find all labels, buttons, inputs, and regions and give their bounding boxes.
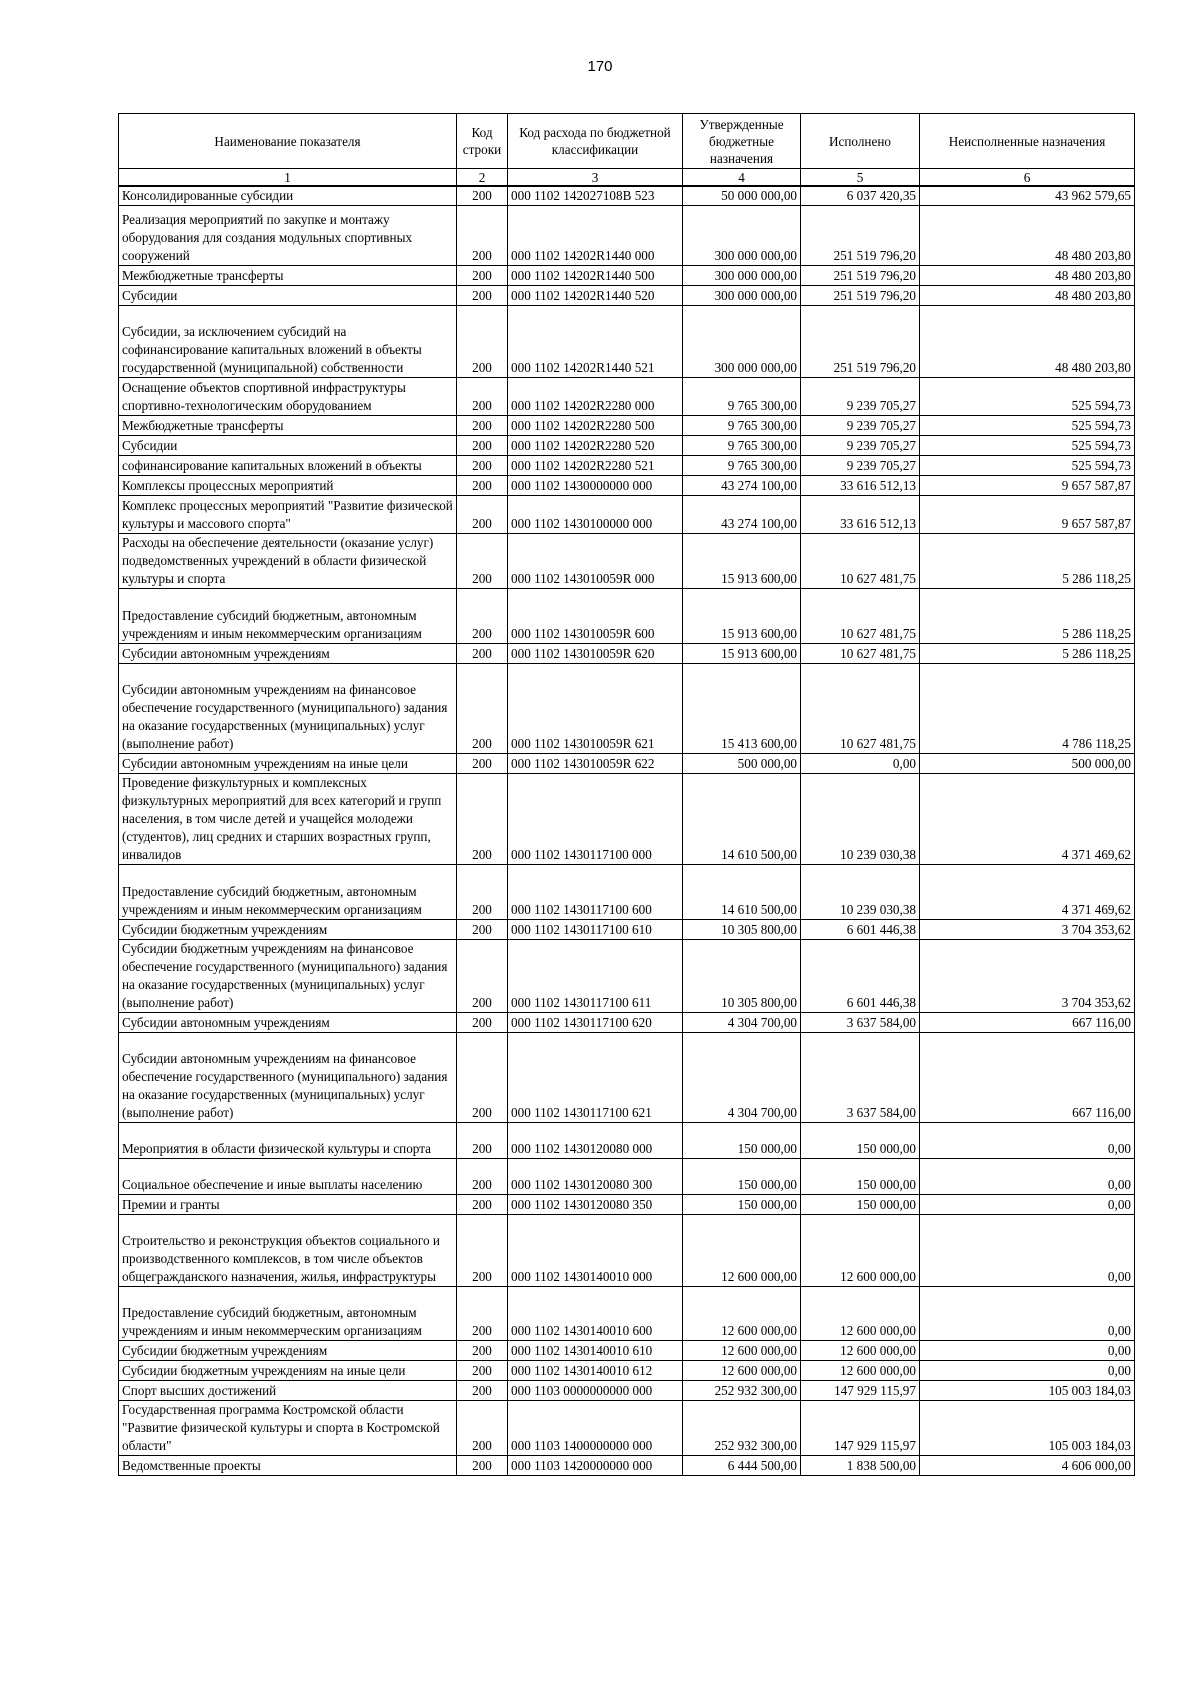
row-line-code: 200 <box>457 534 508 589</box>
row-expense-code: 000 1102 1430140010 610 <box>508 1341 683 1361</box>
row-executed-amount: 3 637 584,00 <box>801 1013 920 1033</box>
row-name: Предоставление субсидий бюджетным, автономным учреждениям и иным некоммерческим организациям <box>119 865 457 920</box>
row-unexecuted-amount: 4 371 469,62 <box>920 774 1135 865</box>
table-row <box>119 1287 1135 1341</box>
row-line-code: 200 <box>457 1401 508 1456</box>
row-name: Предоставление субсидий бюджетным, автономным учреждениям и иным некоммерческим организациям <box>119 589 457 644</box>
row-approved-amount: 150 000,00 <box>683 1159 801 1195</box>
row-expense-code: 000 1102 1430117100 621 <box>508 1033 683 1123</box>
row-approved-amount: 300 000 000,00 <box>683 306 801 378</box>
table-row <box>119 1195 1135 1215</box>
row-executed-amount: 12 600 000,00 <box>801 1341 920 1361</box>
row-name: Субсидии бюджетным учреждениям <box>119 920 457 940</box>
row-expense-code: 000 1102 14202R2280 000 <box>508 378 683 416</box>
row-line-code: 200 <box>457 1456 508 1476</box>
row-name: Реализация мероприятий по закупке и монтажу оборудования для создания модульных спортивных сооружений <box>119 206 457 266</box>
row-approved-amount: 50 000 000,00 <box>683 186 801 206</box>
row-line-code: 200 <box>457 1341 508 1361</box>
row-unexecuted-amount: 0,00 <box>920 1361 1135 1381</box>
row-executed-amount: 251 519 796,20 <box>801 286 920 306</box>
row-executed-amount: 0,00 <box>801 754 920 774</box>
row-name: Премии и гранты <box>119 1195 457 1215</box>
row-line-code: 200 <box>457 865 508 920</box>
row-line-code: 200 <box>457 1287 508 1341</box>
table-row <box>119 1215 1135 1287</box>
row-name: Субсидии автономным учреждениям <box>119 1013 457 1033</box>
row-executed-amount: 10 627 481,75 <box>801 644 920 664</box>
row-line-code: 200 <box>457 456 508 476</box>
row-name: Субсидии автономным учреждениям <box>119 644 457 664</box>
row-name: софинансирование капитальных вложений в объекты <box>119 456 457 476</box>
row-unexecuted-amount: 9 657 587,87 <box>920 476 1135 496</box>
row-unexecuted-amount: 105 003 184,03 <box>920 1381 1135 1401</box>
row-line-code: 200 <box>457 286 508 306</box>
row-executed-amount: 147 929 115,97 <box>801 1381 920 1401</box>
row-unexecuted-amount: 48 480 203,80 <box>920 266 1135 286</box>
row-unexecuted-amount: 667 116,00 <box>920 1013 1135 1033</box>
header-approved: Утвержденные бюджетные назначения <box>683 114 801 169</box>
row-approved-amount: 14 610 500,00 <box>683 865 801 920</box>
row-line-code: 200 <box>457 940 508 1013</box>
row-approved-amount: 9 765 300,00 <box>683 436 801 456</box>
row-line-code: 200 <box>457 644 508 664</box>
column-number: 6 <box>920 169 1135 187</box>
table-row <box>119 186 1135 206</box>
row-line-code: 200 <box>457 664 508 754</box>
row-name: Субсидии, за исключением субсидий на софинансирование капитальных вложений в объекты государственной (муниципальной) собственности <box>119 306 457 378</box>
row-executed-amount: 9 239 705,27 <box>801 416 920 436</box>
column-number: 3 <box>508 169 683 187</box>
column-number: 4 <box>683 169 801 187</box>
row-unexecuted-amount: 48 480 203,80 <box>920 286 1135 306</box>
row-name: Субсидии автономным учреждениям на финансовое обеспечение государственного (муниципального) задания на оказание государственных (муниципальных) услуг (выполнение работ) <box>119 664 457 754</box>
table-row <box>119 1159 1135 1195</box>
row-expense-code: 000 1102 1430117100 610 <box>508 920 683 940</box>
row-name: Субсидии автономным учреждениям на иные цели <box>119 754 457 774</box>
row-name: Субсидии <box>119 286 457 306</box>
row-line-code: 200 <box>457 496 508 534</box>
row-executed-amount: 12 600 000,00 <box>801 1361 920 1381</box>
row-line-code: 200 <box>457 1215 508 1287</box>
row-unexecuted-amount: 4 786 118,25 <box>920 664 1135 754</box>
row-expense-code: 000 1102 1430100000 000 <box>508 496 683 534</box>
column-number: 5 <box>801 169 920 187</box>
row-unexecuted-amount: 525 594,73 <box>920 436 1135 456</box>
row-unexecuted-amount: 0,00 <box>920 1341 1135 1361</box>
row-expense-code: 000 1102 14202R2280 520 <box>508 436 683 456</box>
table-row <box>119 1381 1135 1401</box>
row-name: Спорт высших достижений <box>119 1381 457 1401</box>
row-approved-amount: 252 932 300,00 <box>683 1381 801 1401</box>
row-name: Оснащение объектов спортивной инфраструктуры спортивно-технологическим оборудованием <box>119 378 457 416</box>
row-executed-amount: 3 637 584,00 <box>801 1033 920 1123</box>
row-approved-amount: 300 000 000,00 <box>683 286 801 306</box>
row-approved-amount: 500 000,00 <box>683 754 801 774</box>
row-unexecuted-amount: 3 704 353,62 <box>920 920 1135 940</box>
row-expense-code: 000 1102 14202R2280 521 <box>508 456 683 476</box>
row-approved-amount: 43 274 100,00 <box>683 496 801 534</box>
row-executed-amount: 12 600 000,00 <box>801 1215 920 1287</box>
row-executed-amount: 33 616 512,13 <box>801 476 920 496</box>
row-name: Субсидии автономным учреждениям на финансовое обеспечение государственного (муниципального) задания на оказание государственных (муниципальных) услуг (выполнение работ) <box>119 1033 457 1123</box>
row-expense-code: 000 1103 1400000000 000 <box>508 1401 683 1456</box>
row-expense-code: 000 1102 1430140010 000 <box>508 1215 683 1287</box>
row-name: Комплексы процессных мероприятий <box>119 476 457 496</box>
table-row <box>119 1013 1135 1033</box>
row-expense-code: 000 1102 143010059R 622 <box>508 754 683 774</box>
row-expense-code: 000 1102 1430140010 600 <box>508 1287 683 1341</box>
row-unexecuted-amount: 525 594,73 <box>920 416 1135 436</box>
row-unexecuted-amount: 9 657 587,87 <box>920 496 1135 534</box>
row-approved-amount: 15 913 600,00 <box>683 589 801 644</box>
table-row <box>119 589 1135 644</box>
table-row <box>119 306 1135 378</box>
table-row <box>119 774 1135 865</box>
column-numbers-row <box>119 169 1135 187</box>
row-name: Предоставление субсидий бюджетным, автономным учреждениям и иным некоммерческим организациям <box>119 1287 457 1341</box>
table-body <box>119 186 1135 1476</box>
row-name: Строительство и реконструкция объектов социального и производственного комплексов, в том числе объектов общегражданского назначения, жилья, инфраструктуры <box>119 1215 457 1287</box>
table-row <box>119 1361 1135 1381</box>
row-expense-code: 000 1103 0000000000 000 <box>508 1381 683 1401</box>
row-approved-amount: 150 000,00 <box>683 1123 801 1159</box>
table-row <box>119 266 1135 286</box>
row-executed-amount: 10 239 030,38 <box>801 774 920 865</box>
row-expense-code: 000 1102 14202R1440 000 <box>508 206 683 266</box>
row-expense-code: 000 1102 14202R1440 520 <box>508 286 683 306</box>
row-approved-amount: 10 305 800,00 <box>683 940 801 1013</box>
budget-execution-table <box>118 113 1135 1476</box>
header-name: Наименование показателя <box>119 114 457 169</box>
row-expense-code: 000 1102 143010059R 621 <box>508 664 683 754</box>
row-executed-amount: 6 601 446,38 <box>801 920 920 940</box>
header-expense-code: Код расхода по бюджетной классификации <box>508 114 683 169</box>
row-approved-amount: 9 765 300,00 <box>683 378 801 416</box>
row-approved-amount: 14 610 500,00 <box>683 774 801 865</box>
table-row <box>119 476 1135 496</box>
row-executed-amount: 10 627 481,75 <box>801 589 920 644</box>
row-unexecuted-amount: 5 286 118,25 <box>920 589 1135 644</box>
row-line-code: 200 <box>457 436 508 456</box>
row-unexecuted-amount: 525 594,73 <box>920 456 1135 476</box>
row-executed-amount: 10 627 481,75 <box>801 534 920 589</box>
row-executed-amount: 251 519 796,20 <box>801 266 920 286</box>
table-row <box>119 378 1135 416</box>
row-line-code: 200 <box>457 416 508 436</box>
row-executed-amount: 10 239 030,38 <box>801 865 920 920</box>
header-executed: Исполнено <box>801 114 920 169</box>
row-line-code: 200 <box>457 1195 508 1215</box>
row-approved-amount: 12 600 000,00 <box>683 1287 801 1341</box>
table-row <box>119 1341 1135 1361</box>
row-line-code: 200 <box>457 754 508 774</box>
row-name: Комплекс процессных мероприятий "Развитие физической культуры и массового спорта" <box>119 496 457 534</box>
header-unexecuted: Неисполненные назначения <box>920 114 1135 169</box>
row-line-code: 200 <box>457 206 508 266</box>
table-row <box>119 664 1135 754</box>
row-expense-code: 000 1102 14202R1440 500 <box>508 266 683 286</box>
row-expense-code: 000 1102 1430117100 611 <box>508 940 683 1013</box>
row-approved-amount: 10 305 800,00 <box>683 920 801 940</box>
row-expense-code: 000 1102 143010059R 600 <box>508 589 683 644</box>
row-name: Субсидии бюджетным учреждениям <box>119 1341 457 1361</box>
row-unexecuted-amount: 0,00 <box>920 1195 1135 1215</box>
row-executed-amount: 150 000,00 <box>801 1195 920 1215</box>
page-number: 170 <box>587 58 613 75</box>
row-approved-amount: 300 000 000,00 <box>683 206 801 266</box>
row-expense-code: 000 1102 1430000000 000 <box>508 476 683 496</box>
row-executed-amount: 150 000,00 <box>801 1123 920 1159</box>
row-line-code: 200 <box>457 186 508 206</box>
row-line-code: 200 <box>457 774 508 865</box>
row-name: Субсидии бюджетным учреждениям на финансовое обеспечение государственного (муниципального) задания на оказание государственных (муниципальных) услуг (выполнение работ) <box>119 940 457 1013</box>
row-approved-amount: 12 600 000,00 <box>683 1361 801 1381</box>
row-expense-code: 000 1102 143010059R 620 <box>508 644 683 664</box>
row-name: Межбюджетные трансферты <box>119 266 457 286</box>
row-line-code: 200 <box>457 1159 508 1195</box>
row-name: Субсидии <box>119 436 457 456</box>
row-executed-amount: 6 037 420,35 <box>801 186 920 206</box>
table-row <box>119 940 1135 1013</box>
row-expense-code: 000 1102 1430117100 000 <box>508 774 683 865</box>
row-name: Мероприятия в области физической культуры и спорта <box>119 1123 457 1159</box>
row-unexecuted-amount: 48 480 203,80 <box>920 306 1135 378</box>
row-name: Государственная программа Костромской области "Развитие физической культуры и спорта в Костромской области" <box>119 1401 457 1456</box>
row-expense-code: 000 1102 1430117100 620 <box>508 1013 683 1033</box>
row-unexecuted-amount: 667 116,00 <box>920 1033 1135 1123</box>
row-executed-amount: 9 239 705,27 <box>801 436 920 456</box>
row-approved-amount: 9 765 300,00 <box>683 416 801 436</box>
row-executed-amount: 9 239 705,27 <box>801 456 920 476</box>
row-unexecuted-amount: 5 286 118,25 <box>920 644 1135 664</box>
column-number: 1 <box>119 169 457 187</box>
row-approved-amount: 15 913 600,00 <box>683 644 801 664</box>
row-unexecuted-amount: 0,00 <box>920 1287 1135 1341</box>
row-approved-amount: 15 413 600,00 <box>683 664 801 754</box>
row-approved-amount: 9 765 300,00 <box>683 456 801 476</box>
row-line-code: 200 <box>457 378 508 416</box>
table-row <box>119 1456 1135 1476</box>
table-row <box>119 754 1135 774</box>
row-executed-amount: 147 929 115,97 <box>801 1401 920 1456</box>
row-unexecuted-amount: 4 371 469,62 <box>920 865 1135 920</box>
row-approved-amount: 15 913 600,00 <box>683 534 801 589</box>
row-name: Консолидированные субсидии <box>119 186 457 206</box>
table-row <box>119 436 1135 456</box>
row-approved-amount: 4 304 700,00 <box>683 1013 801 1033</box>
row-expense-code: 000 1102 1430120080 300 <box>508 1159 683 1195</box>
row-approved-amount: 43 274 100,00 <box>683 476 801 496</box>
row-line-code: 200 <box>457 1361 508 1381</box>
column-number: 2 <box>457 169 508 187</box>
row-executed-amount: 10 627 481,75 <box>801 664 920 754</box>
row-executed-amount: 251 519 796,20 <box>801 206 920 266</box>
row-name: Расходы на обеспечение деятельности (оказание услуг) подведомственных учреждений в области физической культуры и спорта <box>119 534 457 589</box>
row-executed-amount: 150 000,00 <box>801 1159 920 1195</box>
row-expense-code: 000 1102 143010059R 000 <box>508 534 683 589</box>
row-expense-code: 000 1102 14202R2280 500 <box>508 416 683 436</box>
row-unexecuted-amount: 500 000,00 <box>920 754 1135 774</box>
row-executed-amount: 33 616 512,13 <box>801 496 920 534</box>
row-line-code: 200 <box>457 306 508 378</box>
row-expense-code: 000 1102 142027108B 523 <box>508 186 683 206</box>
table-row <box>119 865 1135 920</box>
row-expense-code: 000 1102 1430120080 350 <box>508 1195 683 1215</box>
row-unexecuted-amount: 0,00 <box>920 1159 1135 1195</box>
row-approved-amount: 300 000 000,00 <box>683 266 801 286</box>
row-executed-amount: 251 519 796,20 <box>801 306 920 378</box>
row-unexecuted-amount: 0,00 <box>920 1123 1135 1159</box>
table-row <box>119 644 1135 664</box>
row-line-code: 200 <box>457 1013 508 1033</box>
row-unexecuted-amount: 525 594,73 <box>920 378 1135 416</box>
row-name: Ведомственные проекты <box>119 1456 457 1476</box>
row-name: Социальное обеспечение и иные выплаты населению <box>119 1159 457 1195</box>
table-row <box>119 456 1135 476</box>
table-row <box>119 206 1135 266</box>
row-approved-amount: 12 600 000,00 <box>683 1215 801 1287</box>
row-unexecuted-amount: 48 480 203,80 <box>920 206 1135 266</box>
table-row <box>119 496 1135 534</box>
row-expense-code: 000 1102 1430120080 000 <box>508 1123 683 1159</box>
row-name: Межбюджетные трансферты <box>119 416 457 436</box>
row-approved-amount: 12 600 000,00 <box>683 1341 801 1361</box>
row-executed-amount: 9 239 705,27 <box>801 378 920 416</box>
row-unexecuted-amount: 0,00 <box>920 1215 1135 1287</box>
row-name: Субсидии бюджетным учреждениям на иные цели <box>119 1361 457 1381</box>
row-unexecuted-amount: 3 704 353,62 <box>920 940 1135 1013</box>
table-row <box>119 416 1135 436</box>
table-row <box>119 286 1135 306</box>
table-row <box>119 1033 1135 1123</box>
table-row <box>119 1123 1135 1159</box>
row-name: Проведение физкультурных и комплексных физкультурных мероприятий для всех категорий и групп населения, в том числе детей и учащейся молодежи (студентов), лиц средних и старших возрастных групп, инвалидов <box>119 774 457 865</box>
row-executed-amount: 12 600 000,00 <box>801 1287 920 1341</box>
row-approved-amount: 252 932 300,00 <box>683 1401 801 1456</box>
row-expense-code: 000 1102 1430140010 612 <box>508 1361 683 1381</box>
row-executed-amount: 6 601 446,38 <box>801 940 920 1013</box>
row-line-code: 200 <box>457 589 508 644</box>
row-line-code: 200 <box>457 920 508 940</box>
row-line-code: 200 <box>457 266 508 286</box>
row-unexecuted-amount: 43 962 579,65 <box>920 186 1135 206</box>
header-line-code: Код строки <box>457 114 508 169</box>
table-header-row <box>119 114 1135 169</box>
row-unexecuted-amount: 4 606 000,00 <box>920 1456 1135 1476</box>
row-approved-amount: 150 000,00 <box>683 1195 801 1215</box>
row-line-code: 200 <box>457 1033 508 1123</box>
row-approved-amount: 4 304 700,00 <box>683 1033 801 1123</box>
row-executed-amount: 1 838 500,00 <box>801 1456 920 1476</box>
table-row <box>119 920 1135 940</box>
table-row <box>119 1401 1135 1456</box>
row-expense-code: 000 1102 1430117100 600 <box>508 865 683 920</box>
row-expense-code: 000 1103 1420000000 000 <box>508 1456 683 1476</box>
row-expense-code: 000 1102 14202R1440 521 <box>508 306 683 378</box>
row-line-code: 200 <box>457 1381 508 1401</box>
row-line-code: 200 <box>457 1123 508 1159</box>
row-unexecuted-amount: 105 003 184,03 <box>920 1401 1135 1456</box>
row-approved-amount: 6 444 500,00 <box>683 1456 801 1476</box>
row-line-code: 200 <box>457 476 508 496</box>
table-row <box>119 534 1135 589</box>
row-unexecuted-amount: 5 286 118,25 <box>920 534 1135 589</box>
